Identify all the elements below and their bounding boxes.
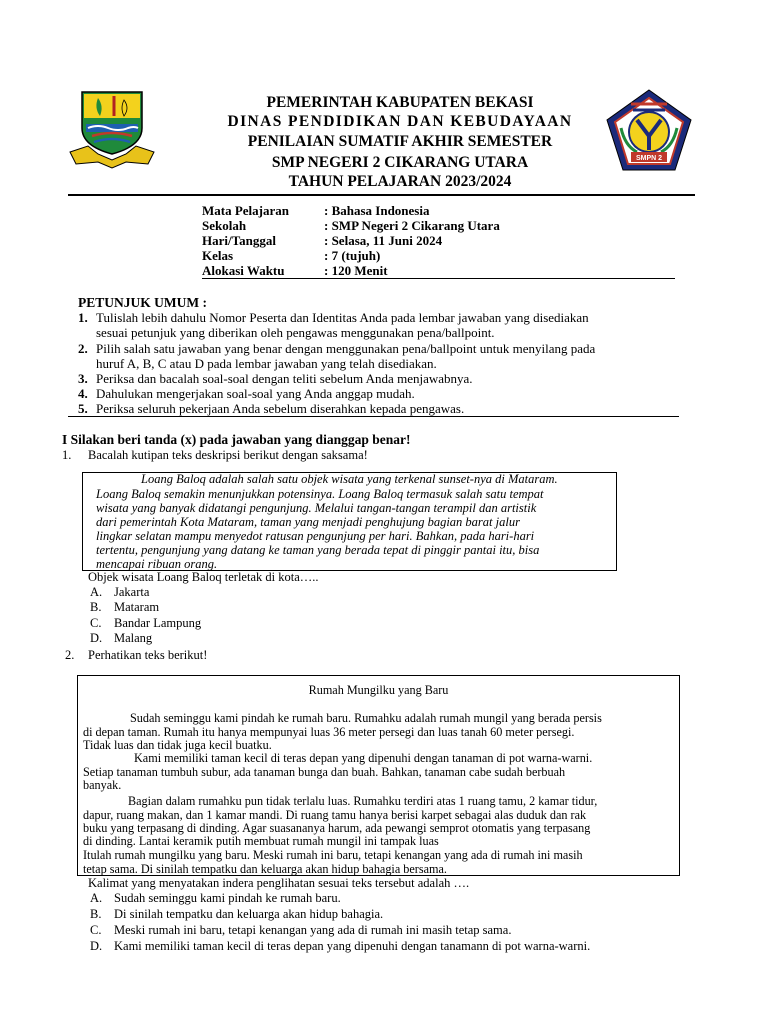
option-letter: C. [90, 616, 102, 630]
instruction-number: 5. [78, 401, 88, 416]
option-text[interactable]: Kami memiliki taman kecil di teras depan yang dipenuhi dengan tanamann di pot warna-warni. [114, 939, 591, 953]
option-letter: A. [90, 891, 103, 905]
story-line: di depan taman. Rumah itu hanya mempunyai luas 36 meter persegi dan luas tanah 60 meter persegi. [83, 725, 575, 739]
info-label: Alokasi Waktu [202, 263, 285, 278]
instruction-text: Tulislah lebih dahulu Nomor Peserta dan Identitas Anda pada lembar jawaban yang disediakan [96, 310, 589, 325]
passage-line: Loang Baloq semakin menunjukkan potensinya. Loang Baloq termasuk salah satu tempat [96, 487, 544, 501]
story-line: Sudah seminggu kami pindah ke rumah baru. Rumahku adalah rumah mungil yang berada persis [130, 711, 602, 725]
story-line: Kami memiliki taman kecil di teras depan yang dipenuhi dengan tanaman di pot warna-warni. [134, 751, 593, 765]
story-line: Setiap tanaman tumbuh subur, ada tanaman bunga dan buah. Bahkan, tanaman cabe sudah berbuah [83, 765, 566, 779]
passage-line: wisata yang banyak didatangi pengunjung. Melalui tangan-tangan terampil dan artistik [96, 501, 537, 515]
passage-line: mencapai ribuan orang. [96, 557, 218, 571]
option-text[interactable]: Meski rumah ini baru, tetapi kenangan yang ada di rumah ini masih tetap sama. [114, 923, 512, 937]
instructions-title: PETUNJUK UMUM : [78, 295, 207, 310]
story-line: banyak. [83, 778, 122, 792]
instruction-text: Dahulukan mengerjakan soal-soal yang Anda anggap mudah. [96, 386, 415, 401]
header-academic-year: TAHUN PELAJARAN 2023/2024 [288, 173, 512, 190]
header-divider [68, 194, 695, 196]
option-letter: B. [90, 600, 102, 614]
option-text[interactable]: Jakarta [114, 585, 150, 599]
option-letter: A. [90, 585, 103, 599]
instruction-text: Periksa seluruh pekerjaan Anda sebelum diserahkan kepada pengawas. [96, 401, 465, 416]
question-prompt: Bacalah kutipan teks deskripsi berikut dengan saksama! [88, 448, 368, 462]
question-number: 2. [65, 648, 75, 662]
option-text[interactable]: Malang [114, 631, 153, 645]
instruction-text: Periksa dan bacalah soal-soal dengan teliti sebelum Anda menjawabnya. [96, 371, 473, 386]
passage-box [82, 472, 617, 571]
header-school: SMP NEGERI 2 CIKARANG UTARA [271, 154, 529, 171]
question-text: Objek wisata Loang Baloq terletak di kota….. [88, 570, 319, 584]
info-value: : 120 Menit [324, 263, 388, 278]
story-box [77, 675, 680, 876]
instruction-text: Pilih salah satu jawaban yang benar dengan menggunakan pena/ballpoint untuk menyilang pada [96, 341, 596, 356]
question-text: Kalimat yang menyatakan indera penglihatan sesuai teks tersebut adalah …. [88, 876, 470, 890]
info-value: : SMP Negeri 2 Cikarang Utara [324, 218, 500, 233]
question-prompt: Perhatikan teks berikut! [88, 648, 208, 662]
question-number: 1. [62, 448, 72, 462]
info-value: : Selasa, 11 Juni 2024 [324, 233, 443, 248]
story-line: Tidak luas dan tidak juga kecil buatku. [83, 738, 272, 752]
info-label: Hari/Tanggal [202, 233, 276, 248]
passage-line: lingkar selatan mampu menyedot ratusan pengunjung per hari. Bahkan, pada hari-hari [96, 529, 535, 543]
instruction-number: 2. [78, 341, 88, 356]
info-divider [202, 278, 675, 279]
info-label: Sekolah [202, 218, 247, 233]
bekasi-emblem-logo [68, 88, 156, 170]
info-value: : 7 (tujuh) [324, 248, 381, 263]
instruction-number: 1. [78, 310, 88, 325]
option-text[interactable]: Bandar Lampung [114, 616, 202, 630]
instructions-divider [68, 416, 679, 417]
story-line: Itulah rumah mungilku yang baru. Meski rumah ini baru, tetapi kenangan yang ada di rumah ini masih [83, 848, 583, 862]
section-title: I Silakan beri tanda (x) pada jawaban yang dianggap benar! [62, 432, 411, 447]
svg-text:SMPN 2: SMPN 2 [635, 155, 663, 162]
option-text[interactable]: Mataram [114, 600, 160, 614]
option-letter: C. [90, 923, 102, 937]
story-line: buku yang terpasang di dinding. Agar suasananya harum, ada pewangi semprot otomatis yang terpasang [83, 821, 591, 835]
option-letter: D. [90, 631, 103, 645]
story-line: tetap sama. Di sinilah tempatku dan keluarga akan hidup bahagia bersama. [83, 862, 447, 876]
instruction-number: 4. [78, 386, 88, 401]
passage-line: tertentu, pengunjung yang datang ke taman yang berada tepat di pinggir pantai itu, bisa [96, 543, 540, 557]
header-government: PEMERINTAH KABUPATEN BEKASI [266, 94, 534, 111]
story-line: di dinding. Lantai keramik putih membuat rumah mungil ini tampak luas [83, 834, 439, 848]
instruction-number: 3. [78, 371, 88, 386]
option-letter: D. [90, 939, 103, 953]
instruction-text: sesuai petunjuk yang diberikan oleh pengawas menggunakan pena/ballpoint. [96, 325, 495, 340]
option-letter: B. [90, 907, 102, 921]
info-label: Mata Pelajaran [202, 203, 290, 218]
story-title: Rumah Mungilku yang Baru [308, 683, 449, 697]
header-assessment: PENILAIAN SUMATIF AKHIR SEMESTER [247, 133, 553, 150]
option-text[interactable]: Di sinilah tempatku dan keluarga akan hidup bahagia. [114, 907, 384, 921]
header-department: DINAS PENDIDIKAN DAN KEBUDAYAAN [227, 113, 573, 130]
passage-line: dari pemerintah Kota Mataram, taman yang menjadi penghujung bagian barat jalur [96, 515, 520, 529]
story-line: Bagian dalam rumahku pun tidak terlalu luas. Rumahku terdiri atas 1 ruang tamu, 2 kamar tidur, [128, 794, 598, 808]
smpn2-school-logo [603, 88, 695, 174]
story-line: dapur, ruang makan, dan 1 kamar mandi. Di ruang tamu hanya berisi karpet sebagai alas duduk dan rak [83, 808, 587, 822]
instruction-text: huruf A, B, C atau D pada lembar jawaban yang telah disediakan. [96, 356, 437, 371]
option-text[interactable]: Sudah seminggu kami pindah ke rumah baru. [114, 891, 341, 905]
passage-line: Loang Baloq adalah salah satu objek wisata yang terkenal sunset-nya di Mataram. [141, 472, 558, 486]
info-value: : Bahasa Indonesia [324, 203, 430, 218]
info-label: Kelas [202, 248, 234, 263]
